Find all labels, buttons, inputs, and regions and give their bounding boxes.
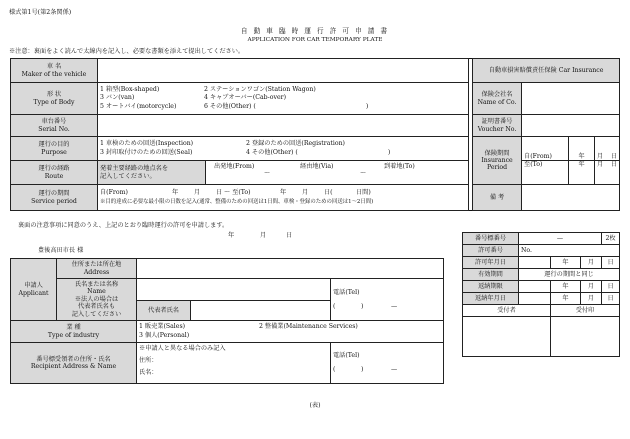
notice-text: ※注意：裏面をよく読んで太線内を記入し、必要な書類を添えて提出してください。 bbox=[9, 48, 245, 55]
applicant-label: 申請人 Applicant bbox=[11, 259, 57, 321]
service-period-field[interactable]: 自(From) 年 月 日 〜 至(To) 年 月 日( 日間) ※目的達成に必要な最小限の日数を記入(通常、整備のための回送は1日間、車検・登録のための回送は1〜2日間) bbox=[98, 185, 469, 211]
name-label: 氏名または名称 Name ※法人の場合は 代表者氏名も 記入してください bbox=[57, 279, 137, 321]
remarks-label: 備 考 bbox=[473, 185, 522, 211]
plate-no-label: 番号標番号 bbox=[463, 233, 519, 245]
representative-field[interactable] bbox=[191, 301, 331, 321]
serial-label: 車台番号 Serial No. bbox=[11, 115, 98, 137]
office-use-table: 番号標番号 — 2枚 許可番号 No. 許可年月日 年 月 日 有効期間 運行の期間と同じ 返納期限 年 月 日 返納年月日 年 月 日 受付者 受付印 bbox=[462, 232, 620, 357]
recipient-label: 番号標受領者の住所・氏名 Recipient Address & Name bbox=[11, 343, 137, 384]
applicant-name-field[interactable] bbox=[137, 279, 331, 301]
valid-period-value: 運行の期間と同じ bbox=[519, 269, 620, 281]
permit-date-label: 許可年月日 bbox=[463, 257, 519, 269]
vehicle-table: 車 名 Maker of the vehicle 自動車損害賠償責任保険 Car Insurance 形 状 Type of Body 1 箱型(Box-shaped) 2 ステーションワゴン(Station Wagon) 3 バン(van) 4 キャブオーバー(Cab-over) 5 オートバイ(motorcycle) 6 その他(Other) ( ) 保険会社名 Name of Co. 車台番号 Serial No. 証明書番号 Voucher No. 運行の目的 Purpose 1 車検のための回送(Inspection) 2 登録のための回送(Registration) 3 封印取付けのための回送(Seal) 4 その他(Other) ( ) 保険期間 Insurance Period 自(From) 年 月 日 運行の経路 Route 発着主要経路の地点名を 記入してください。 出発地(From) 経由地(Via) 到着地(To) 〜 〜 至(To) 年 月 日 運行の期間 Service period 自(From) 年 月 日 〜 至(To) 年 月 日( 日間) ※目的達成に必要な最小限の日数を記入(通常、整備のための回送は1日間、車検・登録のための回送は1〜2日間) 備 考 bbox=[10, 58, 620, 211]
industry-options[interactable]: 1 販売業(Sales) 2 整備業(Maintenance Services) 3 個人(Personal) bbox=[137, 321, 444, 343]
addressee: 豊後高田市長 様 bbox=[38, 247, 84, 254]
ins-from: 自(From) bbox=[522, 137, 569, 161]
return-due-label: 返納期限 bbox=[463, 281, 519, 293]
serial-field[interactable] bbox=[98, 115, 469, 137]
voucher-label: 証明書番号 Voucher No. bbox=[473, 115, 522, 137]
page-side-marker: (表) bbox=[309, 402, 321, 409]
applicant-table bbox=[10, 258, 444, 384]
remarks-field[interactable] bbox=[522, 185, 620, 211]
receiver-label: 受付者 bbox=[463, 305, 551, 317]
permit-no-field[interactable]: No. bbox=[519, 245, 620, 257]
insurance-period-label: 保険期間 Insurance Period bbox=[473, 137, 522, 185]
route-note: 発着主要経路の地点名を 記入してください。 bbox=[98, 161, 206, 185]
service-period-label: 運行の期間 Service period bbox=[11, 185, 98, 211]
insurer-label: 保険会社名 Name of Co. bbox=[473, 83, 522, 115]
body-type-label: 形 状 Type of Body bbox=[11, 83, 98, 115]
voucher-field[interactable] bbox=[522, 115, 620, 137]
receiver-field[interactable] bbox=[463, 317, 551, 357]
industry-label: 業 種 Type of industry bbox=[11, 321, 137, 343]
purpose-label: 運行の目的 Purpose bbox=[11, 137, 98, 161]
purpose-options[interactable]: 1 車検のための回送(Inspection) 2 登録のための回送(Registration) 3 封印取付けのための回送(Seal) 4 その他(Other) ( ) bbox=[98, 137, 469, 161]
form-title: 自 動 車 臨 時 運 行 許 可 申 請 書 bbox=[240, 27, 390, 35]
receipt-stamp-label: 受付印 bbox=[551, 305, 620, 317]
ins-to: 至(To) bbox=[522, 161, 569, 185]
form-title-en: APPLICATION FOR CAR TEMPORARY PLATE bbox=[247, 37, 383, 43]
maker-label: 車 名 Maker of the vehicle bbox=[11, 59, 98, 83]
route-fields[interactable]: 出発地(From) 経由地(Via) 到着地(To) 〜 〜 bbox=[206, 161, 469, 185]
insurer-field[interactable] bbox=[522, 83, 620, 115]
receipt-stamp-field[interactable] bbox=[551, 317, 620, 357]
application-date[interactable]: 年 月 日 bbox=[228, 232, 293, 239]
plate-no-field[interactable]: — bbox=[519, 233, 602, 245]
permit-no-label: 許可番号 bbox=[463, 245, 519, 257]
applicant-address-field[interactable] bbox=[137, 259, 444, 279]
body-type-options[interactable]: 1 箱型(Box-shaped) 2 ステーションワゴン(Station Wagon) 3 バン(van) 4 キャブオーバー(Cab-over) 5 オートバイ(motorcycle) 6 その他(Other) ( ) bbox=[98, 83, 469, 115]
recipient-fields[interactable]: ※申請人と異なる場合のみ記入 住所： 氏名： bbox=[137, 343, 331, 384]
recipient-tel[interactable]: 電話(Tel) ( ) — bbox=[331, 343, 444, 384]
valid-period-label: 有効期間 bbox=[463, 269, 519, 281]
insurance-header: 自動車損害賠償責任保険 Car Insurance bbox=[473, 59, 620, 83]
route-label: 運行の経路 Route bbox=[11, 161, 98, 185]
address-label: 住所または所在地 Address bbox=[57, 259, 137, 279]
applicant-tel[interactable]: 電話(Tel) ( ) — bbox=[331, 279, 444, 321]
plate-count: 2枚 bbox=[602, 233, 620, 245]
return-date-label: 返納年月日 bbox=[463, 293, 519, 305]
maker-field[interactable] bbox=[98, 59, 469, 83]
form-number: 様式第1号(第2条関係) bbox=[9, 9, 72, 16]
agreement-text: 裏面の注意事項に同意のうえ、上記のとおり臨時運行の許可を申請します。 bbox=[18, 222, 229, 229]
representative-label: 代表者氏名 bbox=[137, 301, 191, 321]
